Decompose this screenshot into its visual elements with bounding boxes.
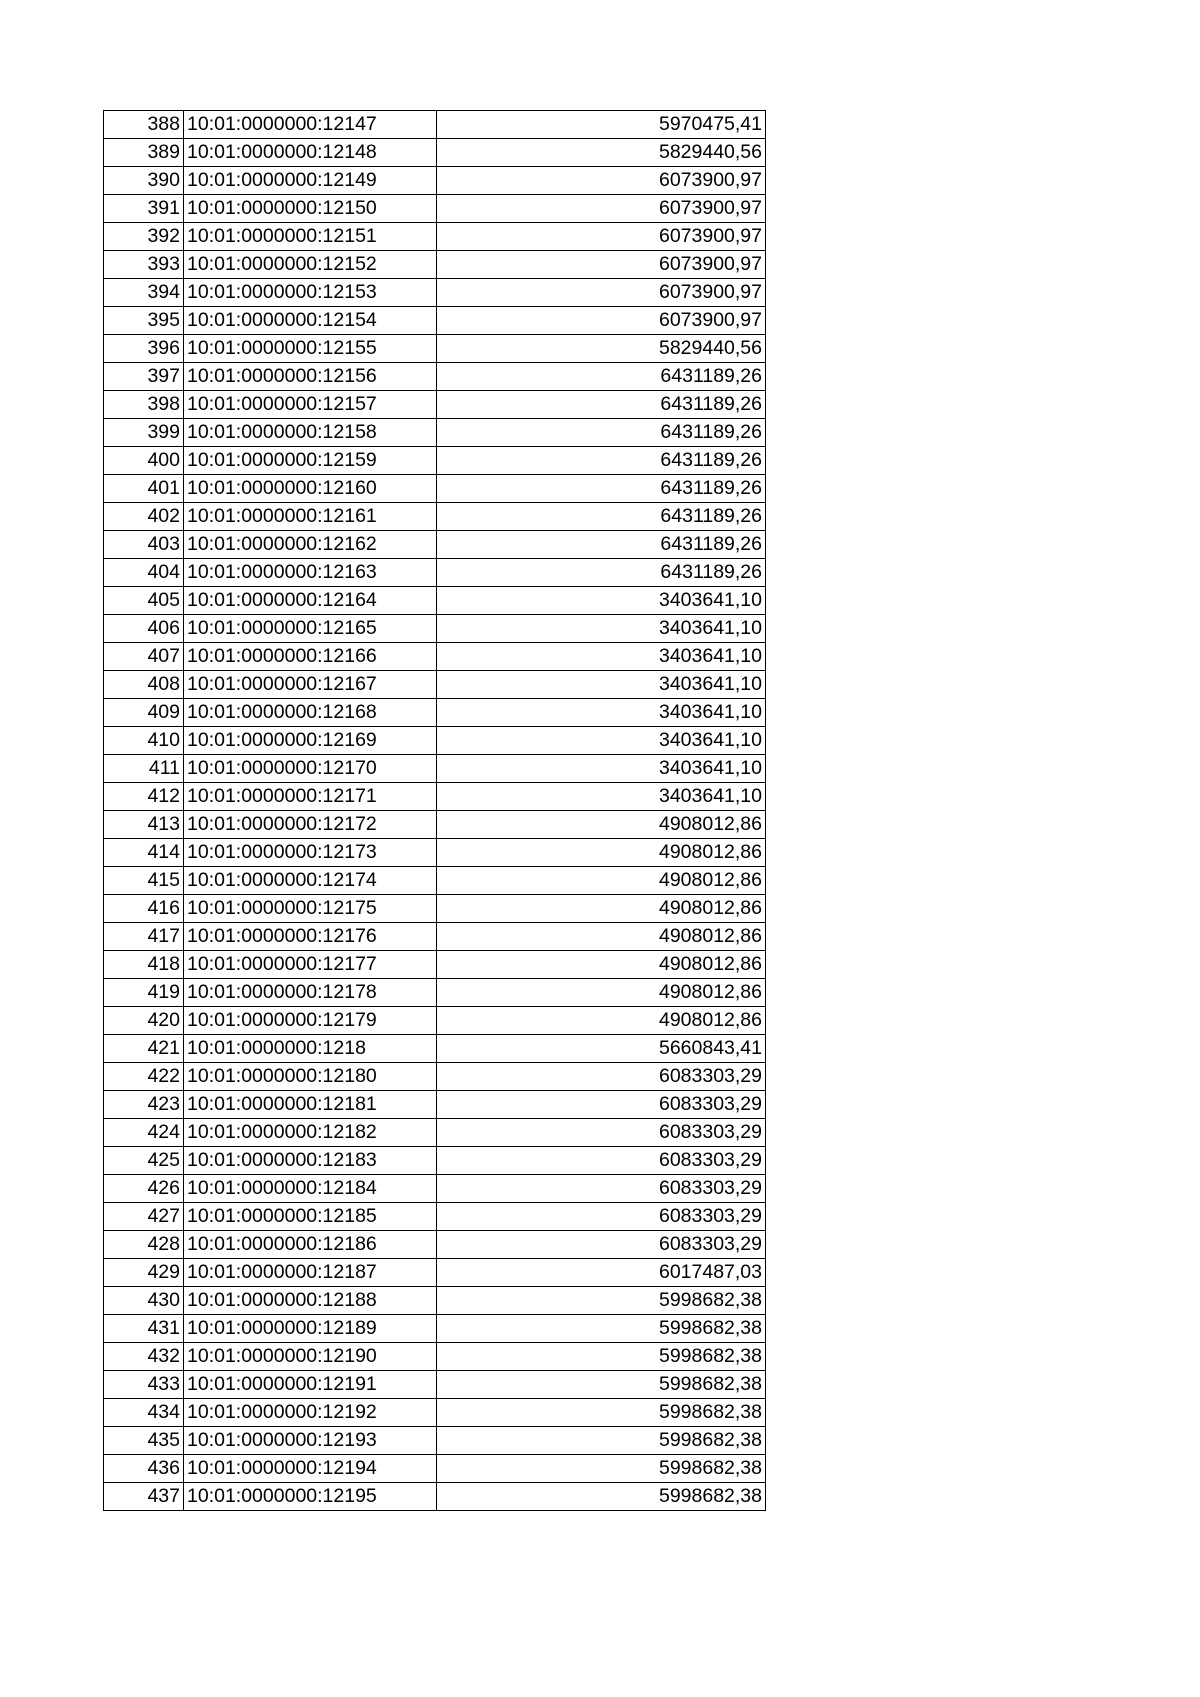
value-cell: 3403641,10 — [437, 699, 766, 727]
table-row — [104, 1175, 766, 1203]
cadastral-number-cell: 10:01:0000000:12156 — [184, 363, 437, 391]
table-row — [104, 979, 766, 1007]
value-cell: 6431189,26 — [437, 419, 766, 447]
value-cell: 6083303,29 — [437, 1091, 766, 1119]
table-row — [104, 419, 766, 447]
table-row — [104, 391, 766, 419]
cadastral-number-cell: 10:01:0000000:12160 — [184, 475, 437, 503]
cadastral-number-cell: 10:01:0000000:12162 — [184, 531, 437, 559]
row-number-cell: 428 — [104, 1231, 184, 1259]
value-cell: 6083303,29 — [437, 1147, 766, 1175]
row-number-cell: 427 — [104, 1203, 184, 1231]
row-number-cell: 434 — [104, 1399, 184, 1427]
value-cell: 4908012,86 — [437, 839, 766, 867]
table-row — [104, 251, 766, 279]
cadastral-number-cell: 10:01:0000000:12192 — [184, 1399, 437, 1427]
row-number-cell: 405 — [104, 587, 184, 615]
row-number-cell: 411 — [104, 755, 184, 783]
value-cell: 5998682,38 — [437, 1483, 766, 1511]
table-row — [104, 1371, 766, 1399]
table-row — [104, 1399, 766, 1427]
value-cell: 6073900,97 — [437, 307, 766, 335]
cadastral-number-cell: 10:01:0000000:12191 — [184, 1371, 437, 1399]
row-number-cell: 419 — [104, 979, 184, 1007]
value-cell: 4908012,86 — [437, 951, 766, 979]
row-number-cell: 430 — [104, 1287, 184, 1315]
table-row — [104, 867, 766, 895]
value-cell: 4908012,86 — [437, 979, 766, 1007]
value-cell: 5998682,38 — [437, 1399, 766, 1427]
cadastral-number-cell: 10:01:0000000:12167 — [184, 671, 437, 699]
table-row — [104, 727, 766, 755]
value-cell: 5998682,38 — [437, 1343, 766, 1371]
row-number-cell: 407 — [104, 643, 184, 671]
value-cell: 3403641,10 — [437, 587, 766, 615]
table-row — [104, 1455, 766, 1483]
cadastral-number-cell: 10:01:0000000:12184 — [184, 1175, 437, 1203]
row-number-cell: 389 — [104, 139, 184, 167]
table-row — [104, 951, 766, 979]
value-cell: 5970475,41 — [437, 111, 766, 139]
value-cell: 5998682,38 — [437, 1371, 766, 1399]
row-number-cell: 431 — [104, 1315, 184, 1343]
value-cell: 6073900,97 — [437, 279, 766, 307]
row-number-cell: 397 — [104, 363, 184, 391]
value-cell: 6073900,97 — [437, 195, 766, 223]
row-number-cell: 401 — [104, 475, 184, 503]
row-number-cell: 425 — [104, 1147, 184, 1175]
row-number-cell: 392 — [104, 223, 184, 251]
cadastral-number-cell: 10:01:0000000:12189 — [184, 1315, 437, 1343]
row-number-cell: 436 — [104, 1455, 184, 1483]
row-number-cell: 415 — [104, 867, 184, 895]
table-row — [104, 1091, 766, 1119]
cadastral-number-cell: 10:01:0000000:12153 — [184, 279, 437, 307]
value-cell: 5998682,38 — [437, 1455, 766, 1483]
cadastral-number-cell: 10:01:0000000:12168 — [184, 699, 437, 727]
cadastral-number-cell: 10:01:0000000:12195 — [184, 1483, 437, 1511]
cadastral-value-table — [103, 110, 766, 1511]
row-number-cell: 426 — [104, 1175, 184, 1203]
table-row — [104, 755, 766, 783]
row-number-cell: 409 — [104, 699, 184, 727]
cadastral-number-cell: 10:01:0000000:12169 — [184, 727, 437, 755]
cadastral-number-cell: 10:01:0000000:12152 — [184, 251, 437, 279]
row-number-cell: 404 — [104, 559, 184, 587]
row-number-cell: 402 — [104, 503, 184, 531]
cadastral-number-cell: 10:01:0000000:12166 — [184, 643, 437, 671]
row-number-cell: 394 — [104, 279, 184, 307]
row-number-cell: 400 — [104, 447, 184, 475]
value-cell: 6073900,97 — [437, 167, 766, 195]
value-cell: 6073900,97 — [437, 251, 766, 279]
row-number-cell: 388 — [104, 111, 184, 139]
table-row — [104, 615, 766, 643]
row-number-cell: 433 — [104, 1371, 184, 1399]
row-number-cell: 393 — [104, 251, 184, 279]
table-row — [104, 1343, 766, 1371]
row-number-cell: 422 — [104, 1063, 184, 1091]
cadastral-number-cell: 10:01:0000000:12176 — [184, 923, 437, 951]
row-number-cell: 406 — [104, 615, 184, 643]
value-cell: 4908012,86 — [437, 867, 766, 895]
row-number-cell: 432 — [104, 1343, 184, 1371]
table-row — [104, 1287, 766, 1315]
value-cell: 6431189,26 — [437, 363, 766, 391]
value-cell: 6083303,29 — [437, 1203, 766, 1231]
table-row — [104, 699, 766, 727]
row-number-cell: 398 — [104, 391, 184, 419]
cadastral-number-cell: 10:01:0000000:12177 — [184, 951, 437, 979]
value-cell: 6083303,29 — [437, 1231, 766, 1259]
value-cell: 6431189,26 — [437, 475, 766, 503]
table-row — [104, 1203, 766, 1231]
table-row — [104, 1483, 766, 1511]
value-cell: 5660843,41 — [437, 1035, 766, 1063]
table-row — [104, 671, 766, 699]
cadastral-number-cell: 10:01:0000000:12170 — [184, 755, 437, 783]
row-number-cell: 420 — [104, 1007, 184, 1035]
table-row — [104, 1147, 766, 1175]
value-cell: 6431189,26 — [437, 391, 766, 419]
table-row — [104, 335, 766, 363]
value-cell: 6073900,97 — [437, 223, 766, 251]
value-cell: 3403641,10 — [437, 615, 766, 643]
value-cell: 4908012,86 — [437, 895, 766, 923]
table-row — [104, 195, 766, 223]
table-row — [104, 1315, 766, 1343]
cadastral-number-cell: 10:01:0000000:12161 — [184, 503, 437, 531]
value-cell: 5998682,38 — [437, 1315, 766, 1343]
cadastral-number-cell: 10:01:0000000:12163 — [184, 559, 437, 587]
row-number-cell: 417 — [104, 923, 184, 951]
cadastral-number-cell: 10:01:0000000:12180 — [184, 1063, 437, 1091]
cadastral-number-cell: 10:01:0000000:12157 — [184, 391, 437, 419]
cadastral-number-cell: 10:01:0000000:12187 — [184, 1259, 437, 1287]
value-cell: 3403641,10 — [437, 643, 766, 671]
table-row — [104, 279, 766, 307]
row-number-cell: 424 — [104, 1119, 184, 1147]
value-cell: 3403641,10 — [437, 671, 766, 699]
cadastral-number-cell: 10:01:0000000:12147 — [184, 111, 437, 139]
table-row — [104, 447, 766, 475]
value-cell: 6083303,29 — [437, 1175, 766, 1203]
row-number-cell: 408 — [104, 671, 184, 699]
value-cell: 6083303,29 — [437, 1119, 766, 1147]
row-number-cell: 437 — [104, 1483, 184, 1511]
table-row — [104, 811, 766, 839]
cadastral-number-cell: 10:01:0000000:12158 — [184, 419, 437, 447]
value-cell: 6083303,29 — [437, 1063, 766, 1091]
cadastral-number-cell: 10:01:0000000:12181 — [184, 1091, 437, 1119]
table-row — [104, 783, 766, 811]
cadastral-number-cell: 10:01:0000000:12151 — [184, 223, 437, 251]
value-cell: 4908012,86 — [437, 811, 766, 839]
table-row — [104, 895, 766, 923]
row-number-cell: 418 — [104, 951, 184, 979]
row-number-cell: 390 — [104, 167, 184, 195]
row-number-cell: 413 — [104, 811, 184, 839]
cadastral-number-cell: 10:01:0000000:12186 — [184, 1231, 437, 1259]
row-number-cell: 423 — [104, 1091, 184, 1119]
cadastral-number-cell: 10:01:0000000:12150 — [184, 195, 437, 223]
row-number-cell: 429 — [104, 1259, 184, 1287]
value-cell: 3403641,10 — [437, 755, 766, 783]
table-row — [104, 587, 766, 615]
cadastral-number-cell: 10:01:0000000:12183 — [184, 1147, 437, 1175]
table-row — [104, 643, 766, 671]
table-row — [104, 503, 766, 531]
table-row — [104, 531, 766, 559]
cadastral-number-cell: 10:01:0000000:12175 — [184, 895, 437, 923]
cadastral-number-cell: 10:01:0000000:12182 — [184, 1119, 437, 1147]
value-cell: 4908012,86 — [437, 923, 766, 951]
table-row — [104, 1231, 766, 1259]
value-cell: 6431189,26 — [437, 531, 766, 559]
value-cell: 6431189,26 — [437, 503, 766, 531]
table-row — [104, 1063, 766, 1091]
cadastral-number-cell: 10:01:0000000:12185 — [184, 1203, 437, 1231]
cadastral-number-cell: 10:01:0000000:1218 — [184, 1035, 437, 1063]
value-cell: 4908012,86 — [437, 1007, 766, 1035]
row-number-cell: 399 — [104, 419, 184, 447]
cadastral-number-cell: 10:01:0000000:12174 — [184, 867, 437, 895]
row-number-cell: 412 — [104, 783, 184, 811]
value-cell: 3403641,10 — [437, 727, 766, 755]
value-cell: 5829440,56 — [437, 335, 766, 363]
cadastral-number-cell: 10:01:0000000:12178 — [184, 979, 437, 1007]
table-row — [104, 1259, 766, 1287]
table-row — [104, 1427, 766, 1455]
row-number-cell: 421 — [104, 1035, 184, 1063]
cadastral-number-cell: 10:01:0000000:12171 — [184, 783, 437, 811]
table-row — [104, 923, 766, 951]
cadastral-number-cell: 10:01:0000000:12172 — [184, 811, 437, 839]
cadastral-number-cell: 10:01:0000000:12149 — [184, 167, 437, 195]
cadastral-number-cell: 10:01:0000000:12154 — [184, 307, 437, 335]
cadastral-number-cell: 10:01:0000000:12148 — [184, 139, 437, 167]
value-cell: 5998682,38 — [437, 1287, 766, 1315]
row-number-cell: 410 — [104, 727, 184, 755]
cadastral-number-cell: 10:01:0000000:12165 — [184, 615, 437, 643]
table-row — [104, 307, 766, 335]
row-number-cell: 391 — [104, 195, 184, 223]
table-row — [104, 475, 766, 503]
cadastral-number-cell: 10:01:0000000:12164 — [184, 587, 437, 615]
cadastral-number-cell: 10:01:0000000:12190 — [184, 1343, 437, 1371]
row-number-cell: 435 — [104, 1427, 184, 1455]
table-row — [104, 1035, 766, 1063]
table-row — [104, 1119, 766, 1147]
value-cell: 6431189,26 — [437, 559, 766, 587]
value-cell: 5829440,56 — [437, 139, 766, 167]
cadastral-number-cell: 10:01:0000000:12179 — [184, 1007, 437, 1035]
row-number-cell: 395 — [104, 307, 184, 335]
cadastral-number-cell: 10:01:0000000:12173 — [184, 839, 437, 867]
row-number-cell: 396 — [104, 335, 184, 363]
cadastral-number-cell: 10:01:0000000:12188 — [184, 1287, 437, 1315]
table-body — [104, 111, 766, 1511]
value-cell: 3403641,10 — [437, 783, 766, 811]
cadastral-number-cell: 10:01:0000000:12193 — [184, 1427, 437, 1455]
row-number-cell: 403 — [104, 531, 184, 559]
row-number-cell: 416 — [104, 895, 184, 923]
table-row — [104, 139, 766, 167]
row-number-cell: 414 — [104, 839, 184, 867]
cadastral-number-cell: 10:01:0000000:12159 — [184, 447, 437, 475]
value-cell: 6431189,26 — [437, 447, 766, 475]
table-row — [104, 839, 766, 867]
cadastral-number-cell: 10:01:0000000:12155 — [184, 335, 437, 363]
value-cell: 5998682,38 — [437, 1427, 766, 1455]
table-row — [104, 1007, 766, 1035]
value-cell: 6017487,03 — [437, 1259, 766, 1287]
table-row — [104, 559, 766, 587]
table-row — [104, 167, 766, 195]
cadastral-number-cell: 10:01:0000000:12194 — [184, 1455, 437, 1483]
table-row — [104, 363, 766, 391]
table-row — [104, 111, 766, 139]
table-row — [104, 223, 766, 251]
